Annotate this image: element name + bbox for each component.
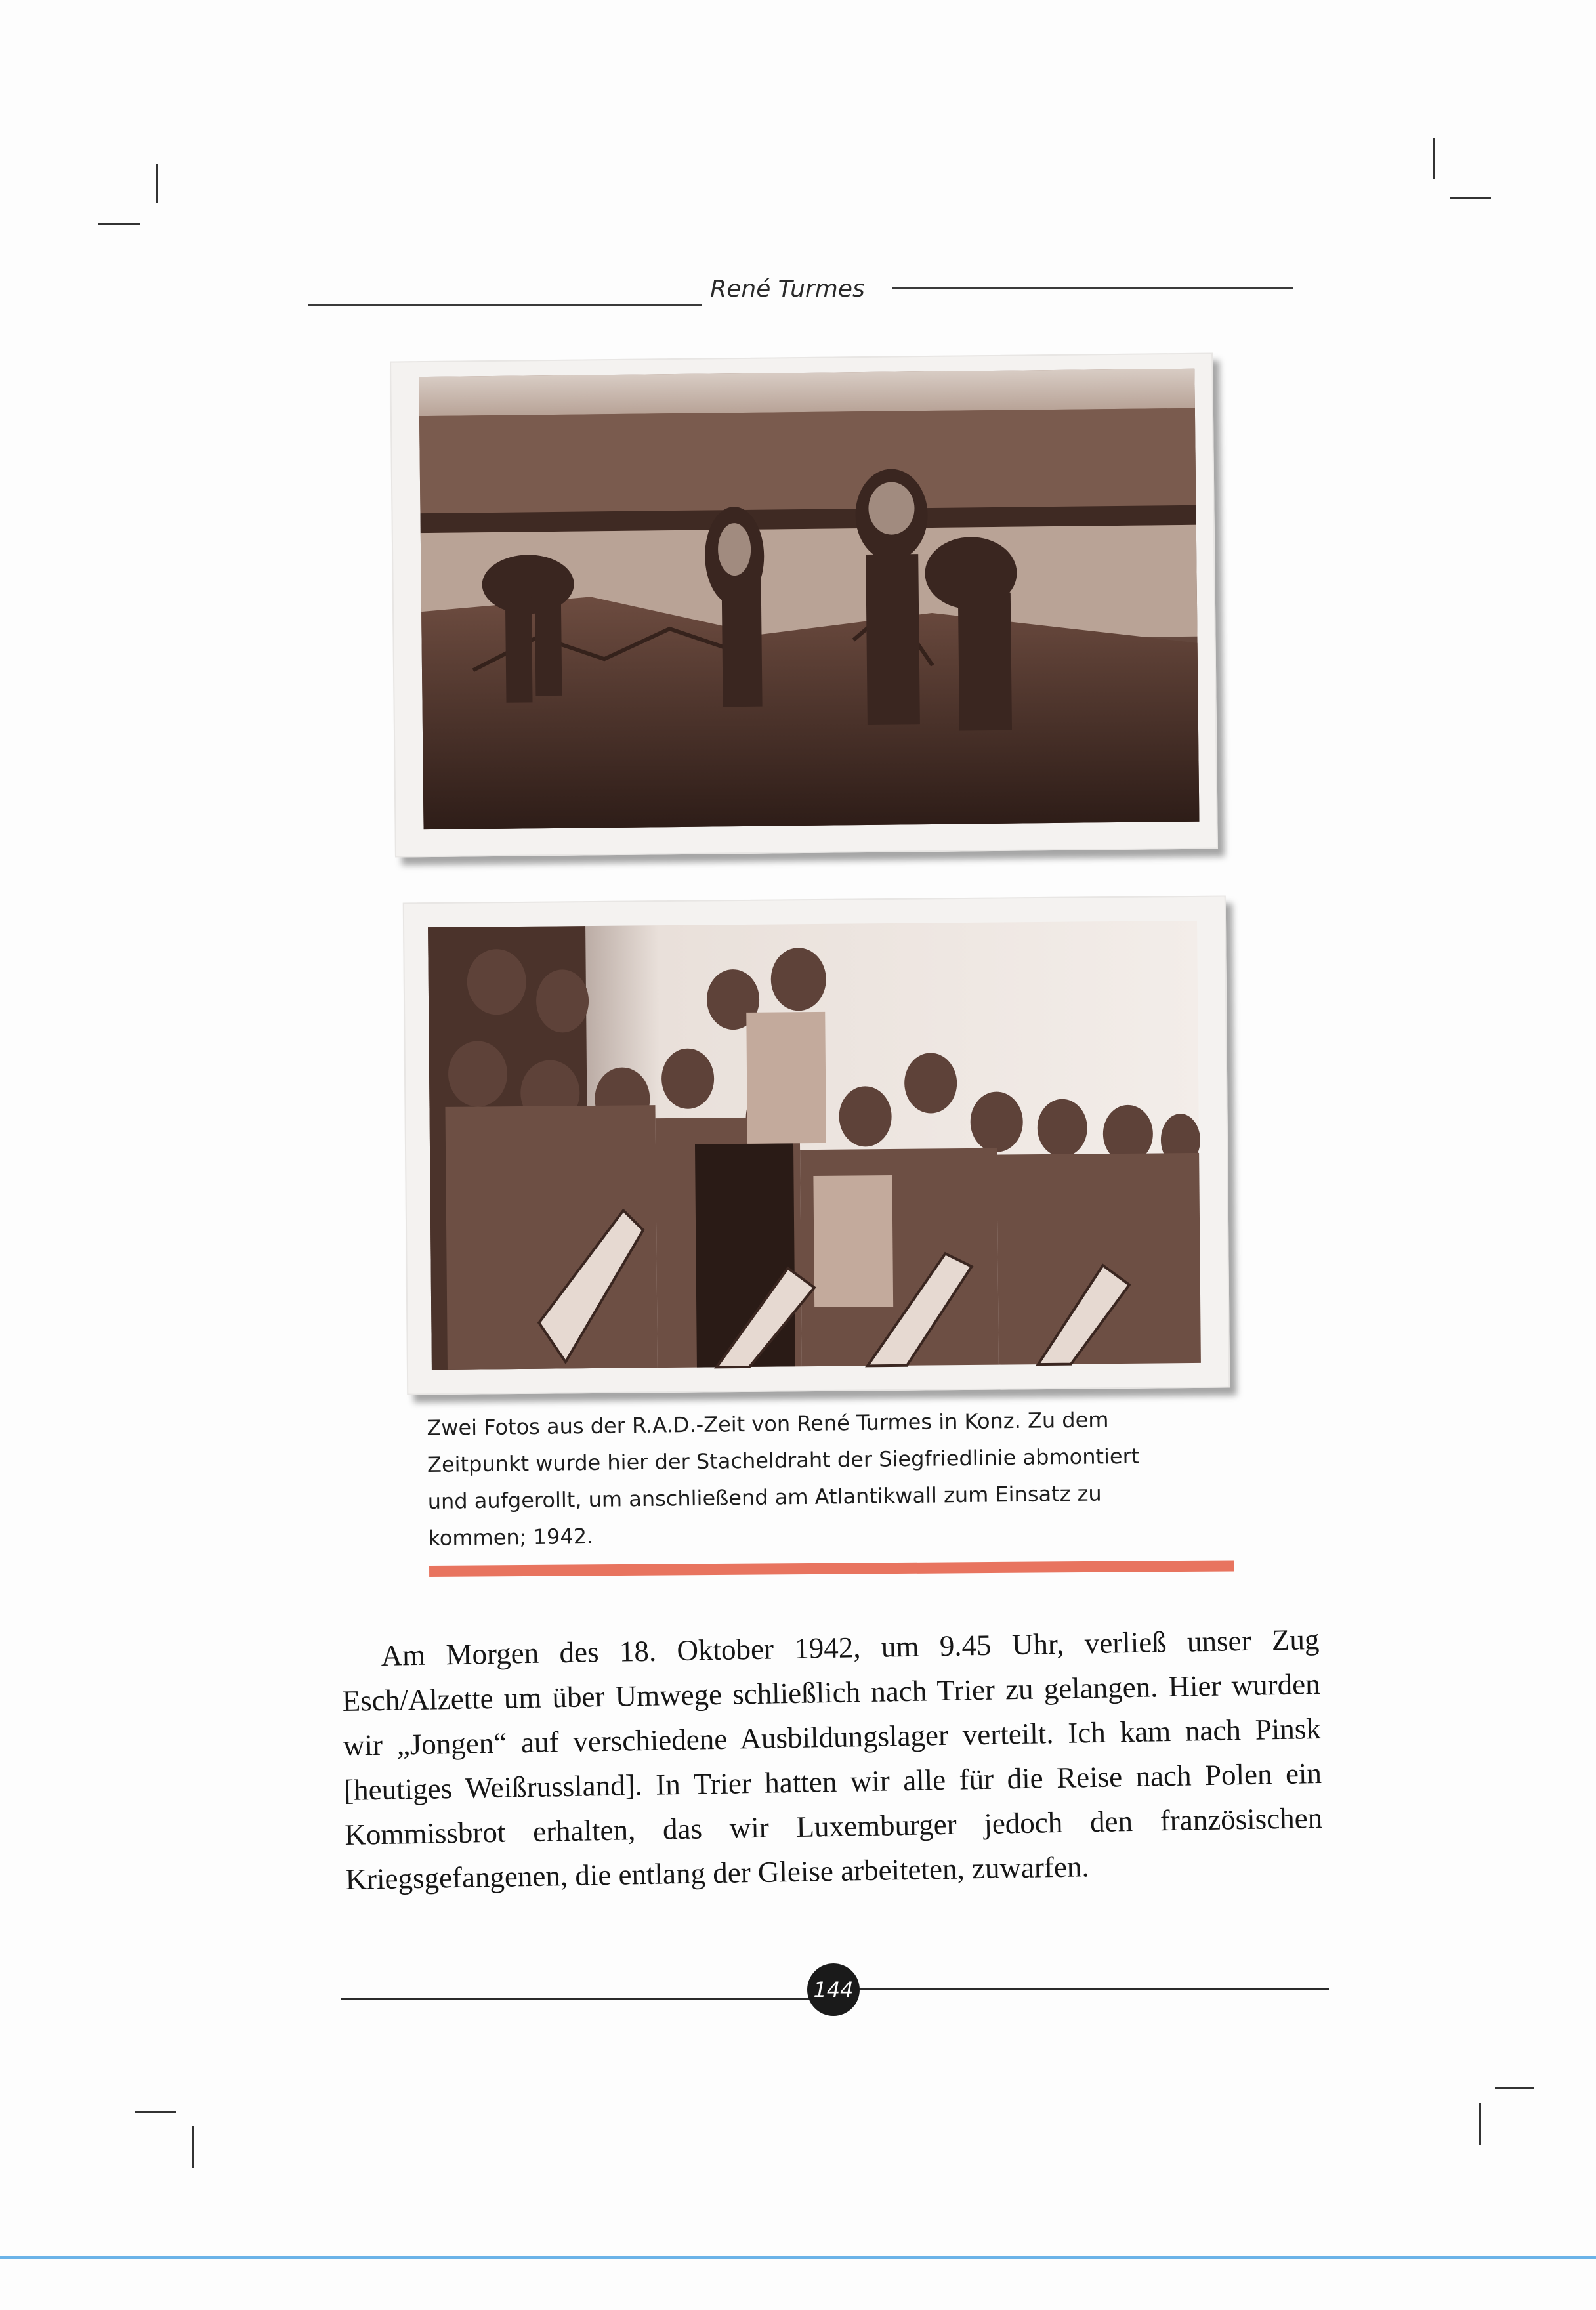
crop-mark-top-left-h [98,223,140,225]
crop-mark-top-left-v [156,164,158,203]
footer-rule-right [856,1988,1329,1990]
photo-caption [427,1400,1242,1557]
scan-edge-line [0,2256,1596,2259]
caption-line-1: Zwei Fotos aus der R.A.D.-Zeit von René Turmes in Konz. Zu dem [427,1407,1109,1440]
crop-mark-bottom-right-v [1479,2103,1481,2145]
crop-mark-top-right-v [1433,138,1435,178]
caption-accent-bar [429,1560,1234,1577]
body-text [341,1617,1324,1902]
photo-image-1 [391,354,1217,856]
crop-mark-top-right-h [1450,197,1491,199]
caption-line-2: Zeitpunkt wurde hier der Stacheldraht der Siegfriedlinie abmontiert [427,1443,1140,1477]
footer-rule-left [341,1998,810,2000]
crop-mark-bottom-right-h [1495,2087,1534,2089]
caption-line-4: kommen; 1942. [428,1523,594,1551]
body-paragraph: Am Morgen des 18. Oktober 1942, um 9.45 Uhr, verließ unser Zug Esch/Alzette um über Umwege schließlich nach Trier zu gelangen. Hier wurden wir „Jongen“ auf verschiedene Ausbildungslager verteilt. Ich kam nach Pinsk [heutiges Weißrussland]. In Trier hatten wir alle für die Reise nach Polen ein Kommissbrot erhalten, das wir Luxemburger jedoch den französischen Kriegsgefangenen, die entlang der Gleise arbeiteten, zuwarfen. [342,1622,1323,1896]
page-number-badge: 144 [807,1964,860,2016]
crop-mark-bottom-left-h [135,2111,176,2113]
header-rule-right [892,287,1293,289]
photo-image-2 [404,897,1228,1394]
header-rule-left [308,304,702,306]
photo-barbed-wire-removal [390,352,1218,857]
photo-group-portrait [403,896,1230,1395]
running-header-title: René Turmes [710,276,865,303]
caption-line-3: und aufgerollt, um anschließend am Atlantikwall zum Einsatz zu [427,1480,1102,1514]
crop-mark-bottom-left-v [192,2126,194,2168]
